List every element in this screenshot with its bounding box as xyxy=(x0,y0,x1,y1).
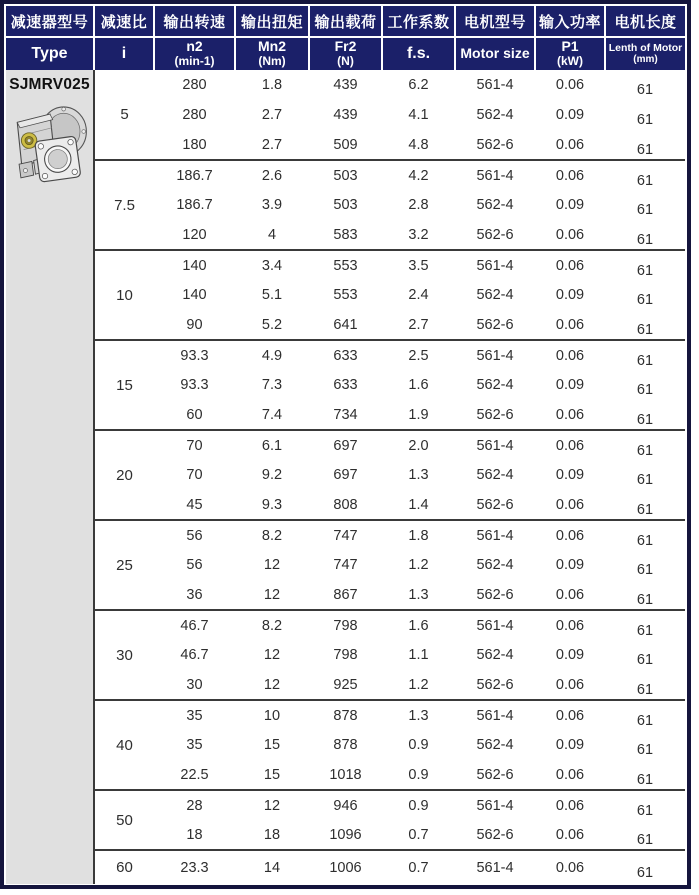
header-service-factor-cn: 工作系数 xyxy=(382,6,455,37)
cell-n2: 23.3 xyxy=(154,850,235,884)
cell-n2: 45 xyxy=(186,496,203,513)
cell-n2: 35 xyxy=(186,737,203,753)
cell-motor-size: 561-4 xyxy=(455,160,535,190)
spec-row xyxy=(6,790,685,820)
cell-fr2: 633 xyxy=(309,340,382,370)
cell-motor-length: 61 xyxy=(636,562,654,578)
header-motor-cn: 电机型号 xyxy=(455,6,535,37)
header-service-factor-en: f.s. xyxy=(382,37,455,70)
cell-fs: 6.2 xyxy=(408,77,429,93)
cell-motor-size: 562-4 xyxy=(476,107,514,123)
cell-motor-size: 561-4 xyxy=(455,790,535,820)
cell-fr2: 583 xyxy=(333,226,358,243)
product-label: SJMRV025 xyxy=(9,76,90,93)
header-motor-length-cn: 电机长度 xyxy=(605,6,685,37)
cell-fs: 1.1 xyxy=(408,647,429,663)
gearbox-product-image xyxy=(10,98,90,194)
spec-row xyxy=(6,520,685,550)
cell-n2: 56 xyxy=(186,557,203,573)
cell-motor-length: 61 xyxy=(636,292,654,308)
cell-motor-length: 61 xyxy=(605,790,685,820)
cell-ratio-i: 10 xyxy=(94,250,154,340)
cell-ratio-i: 60 xyxy=(94,850,154,884)
cell-mn2: 15 xyxy=(263,737,281,753)
cell-p1: 0.06 xyxy=(555,766,585,783)
cell-p1: 0.06 xyxy=(535,700,605,730)
cell-fr2: 734 xyxy=(333,406,358,423)
product-cell xyxy=(6,70,93,198)
gear-reducer-spec-table xyxy=(6,6,685,884)
cell-fs: 4.2 xyxy=(382,160,455,190)
cell-p1: 0.06 xyxy=(555,586,585,603)
cell-mn2: 2.7 xyxy=(261,107,283,123)
cell-fr2: 808 xyxy=(333,496,358,513)
header-torque-en: Mn2 (Nm) xyxy=(235,37,309,70)
cell-motor-length: 61 xyxy=(636,472,654,488)
cell-motor-size: 562-6 xyxy=(476,586,514,603)
table-header xyxy=(6,6,685,70)
cell-fr2: 1006 xyxy=(309,850,382,884)
cell-fs: 1.6 xyxy=(382,610,455,640)
cell-p1: 0.09 xyxy=(555,107,585,123)
cell-motor-size: 562-6 xyxy=(476,136,514,153)
cell-mn2: 7.3 xyxy=(261,377,283,393)
cell-n2: 22.5 xyxy=(180,766,209,783)
cell-motor-length: 61 xyxy=(605,700,685,730)
cell-fs: 1.3 xyxy=(408,467,429,483)
cell-mn2: 12 xyxy=(263,647,281,663)
cell-n2: 18 xyxy=(186,826,203,843)
spec-row xyxy=(6,250,685,280)
cell-ratio-i: 50 xyxy=(94,790,154,850)
spec-row xyxy=(6,340,685,370)
header-power-en: P1 (kW) xyxy=(535,37,605,70)
cell-n2: 280 xyxy=(182,107,207,123)
cell-mn2: 4.9 xyxy=(235,340,309,370)
cell-motor-size: 562-4 xyxy=(476,197,514,213)
cell-mn2: 9.2 xyxy=(261,467,283,483)
cell-p1: 0.09 xyxy=(555,197,585,213)
cell-motor-size: 562-4 xyxy=(476,287,514,303)
cell-n2: 36 xyxy=(186,586,203,603)
cell-fr2: 697 xyxy=(309,430,382,460)
cell-motor-length: 61 xyxy=(605,610,685,640)
cell-fr2: 553 xyxy=(309,250,382,280)
cell-motor-size: 561-4 xyxy=(455,520,535,550)
cell-n2: 120 xyxy=(182,226,207,243)
cell-mn2: 7.4 xyxy=(261,406,283,423)
cell-mn2: 3.4 xyxy=(235,250,309,280)
cell-n2: 70 xyxy=(186,467,203,483)
header-ratio-cn: 减速比 xyxy=(94,6,154,37)
cell-n2: 93.3 xyxy=(180,377,209,393)
cell-fs: 0.9 xyxy=(408,737,429,753)
cell-fs: 4.1 xyxy=(408,107,429,123)
table-body xyxy=(6,70,685,884)
cell-p1: 0.06 xyxy=(555,496,585,513)
cell-motor-size: 562-4 xyxy=(476,737,514,753)
cell-fs: 4.8 xyxy=(408,136,429,153)
cell-motor-size: 561-4 xyxy=(455,430,535,460)
cell-p1: 0.06 xyxy=(535,610,605,640)
cell-p1: 0.09 xyxy=(555,557,585,573)
cell-motor-length: 61 xyxy=(605,250,685,280)
header-type-en: Type xyxy=(6,37,94,70)
cell-motor-length: 61 xyxy=(636,742,654,758)
cell-motor-size: 562-6 xyxy=(476,496,514,513)
cell-motor-length: 61 xyxy=(636,591,654,608)
cell-ratio-i: 25 xyxy=(94,520,154,610)
cell-motor-length: 61 xyxy=(636,231,654,248)
cell-p1: 0.06 xyxy=(535,430,605,460)
cell-mn2: 4 xyxy=(267,226,277,243)
cell-fs: 3.5 xyxy=(382,250,455,280)
cell-fs: 1.3 xyxy=(408,586,429,603)
cell-motor-size: 561-4 xyxy=(476,77,514,93)
header-type-cn: 减速器型号 xyxy=(6,6,94,37)
cell-fr2: 553 xyxy=(333,287,358,303)
cell-motor-length: 61 xyxy=(636,411,654,428)
cell-fr2: 798 xyxy=(333,647,358,663)
cell-mn2: 8.2 xyxy=(235,520,309,550)
cell-n2: 186.7 xyxy=(154,160,235,190)
cell-motor-size: 562-6 xyxy=(476,316,514,333)
cell-n2: 56 xyxy=(154,520,235,550)
cell-motor-length: 61 xyxy=(636,112,654,128)
cell-mn2: 14 xyxy=(235,850,309,884)
cell-motor-size: 561-4 xyxy=(455,850,535,884)
cell-motor-size: 562-6 xyxy=(476,826,514,843)
header-load-cn: 输出载荷 xyxy=(309,6,382,37)
cell-motor-length: 61 xyxy=(605,430,685,460)
header-power-cn: 输入功率 xyxy=(535,6,605,37)
cell-fs: 1.9 xyxy=(408,406,429,423)
cell-mn2: 3.9 xyxy=(261,197,283,213)
cell-fs: 2.8 xyxy=(408,197,429,213)
cell-p1: 0.06 xyxy=(535,790,605,820)
cell-p1: 0.06 xyxy=(535,250,605,280)
cell-mn2: 12 xyxy=(235,790,309,820)
cell-p1: 0.06 xyxy=(555,826,585,843)
cell-mn2: 15 xyxy=(263,766,281,783)
cell-ratio-i: 7.5 xyxy=(94,160,154,250)
cell-motor-size: 562-4 xyxy=(476,377,514,393)
cell-mn2: 12 xyxy=(263,586,281,603)
cell-p1: 0.06 xyxy=(555,136,585,153)
cell-motor-length: 61 xyxy=(636,771,654,788)
cell-motor-length: 61 xyxy=(636,202,654,218)
cell-motor-size: 561-4 xyxy=(455,700,535,730)
cell-mn2: 12 xyxy=(263,557,281,573)
cell-mn2: 12 xyxy=(263,676,281,693)
cell-fs: 2.0 xyxy=(382,430,455,460)
cell-motor-length: 61 xyxy=(636,501,654,518)
cell-fs: 0.7 xyxy=(408,826,429,843)
cell-motor-size: 562-4 xyxy=(476,647,514,663)
cell-mn2: 2.7 xyxy=(261,136,283,153)
cell-motor-length: 61 xyxy=(605,850,685,884)
cell-fs: 1.2 xyxy=(408,557,429,573)
cell-motor-size: 562-6 xyxy=(476,766,514,783)
cell-fr2: 747 xyxy=(333,557,358,573)
cell-motor-size: 562-6 xyxy=(476,676,514,693)
cell-p1: 0.09 xyxy=(555,377,585,393)
cell-p1: 0.06 xyxy=(535,850,605,884)
cell-p1: 0.06 xyxy=(555,226,585,243)
cell-motor-length: 61 xyxy=(636,321,654,338)
cell-ratio-i: 20 xyxy=(94,430,154,520)
spec-row xyxy=(6,850,685,884)
cell-mn2: 8.2 xyxy=(235,610,309,640)
spec-row xyxy=(6,610,685,640)
cell-p1: 0.09 xyxy=(555,467,585,483)
cell-fs: 0.9 xyxy=(382,790,455,820)
cell-motor-size: 561-4 xyxy=(455,610,535,640)
cell-fs: 0.7 xyxy=(382,850,455,884)
cell-motor-length: 61 xyxy=(605,340,685,370)
cell-mn2: 10 xyxy=(235,700,309,730)
cell-motor-length: 61 xyxy=(636,382,654,398)
cell-fr2: 503 xyxy=(333,197,358,213)
cell-fs: 3.2 xyxy=(408,226,429,243)
cell-fr2: 878 xyxy=(309,700,382,730)
cell-n2: 46.7 xyxy=(154,610,235,640)
cell-mn2: 5.1 xyxy=(261,287,283,303)
cell-fr2: 641 xyxy=(333,316,358,333)
cell-n2: 35 xyxy=(154,700,235,730)
cell-mn2: 9.3 xyxy=(261,496,283,513)
cell-fs: 1.2 xyxy=(408,676,429,693)
cell-motor-length: 61 xyxy=(636,681,654,698)
cell-n2: 180 xyxy=(182,136,207,153)
cell-fs: 0.9 xyxy=(408,766,429,783)
cell-n2: 30 xyxy=(186,676,203,693)
cell-motor-length: 61 xyxy=(636,831,654,848)
cell-motor-length: 61 xyxy=(636,141,654,158)
cell-mn2: 1.8 xyxy=(261,77,283,93)
cell-motor-size: 561-4 xyxy=(455,340,535,370)
cell-p1: 0.06 xyxy=(535,520,605,550)
cell-fr2: 439 xyxy=(333,77,358,93)
cell-mn2: 18 xyxy=(263,826,281,843)
cell-mn2: 5.2 xyxy=(261,316,283,333)
spec-row xyxy=(6,430,685,460)
cell-motor-size: 561-4 xyxy=(455,250,535,280)
cell-n2: 140 xyxy=(182,287,207,303)
cell-fs: 2.4 xyxy=(408,287,429,303)
cell-fr2: 697 xyxy=(333,467,358,483)
type-cell xyxy=(6,70,94,884)
cell-n2: 46.7 xyxy=(180,647,209,663)
header-speed-en: n2 (min-1) xyxy=(154,37,235,70)
cell-motor-length: 61 xyxy=(605,520,685,550)
cell-fr2: 798 xyxy=(309,610,382,640)
cell-p1: 0.06 xyxy=(555,676,585,693)
cell-fs: 1.8 xyxy=(382,520,455,550)
cell-p1: 0.09 xyxy=(555,287,585,303)
cell-fr2: 946 xyxy=(309,790,382,820)
cell-fr2: 925 xyxy=(333,676,358,693)
cell-n2: 280 xyxy=(182,77,207,93)
cell-fr2: 633 xyxy=(333,377,358,393)
cell-p1: 0.09 xyxy=(555,737,585,753)
cell-motor-size: 562-4 xyxy=(476,557,514,573)
cell-p1: 0.06 xyxy=(555,316,585,333)
cell-fr2: 1018 xyxy=(329,766,362,783)
header-motor-length-en: Lenth of Motor (mm) xyxy=(605,37,685,70)
cell-fr2: 867 xyxy=(333,586,358,603)
cell-n2: 70 xyxy=(154,430,235,460)
cell-fr2: 747 xyxy=(309,520,382,550)
header-load-en: Fr2 (N) xyxy=(309,37,382,70)
cell-fr2: 503 xyxy=(309,160,382,190)
spec-row xyxy=(6,70,685,100)
cell-p1: 0.06 xyxy=(535,160,605,190)
cell-fr2: 509 xyxy=(333,136,358,153)
cell-ratio-i: 40 xyxy=(94,700,154,790)
cell-fr2: 439 xyxy=(333,107,358,123)
cell-n2: 28 xyxy=(154,790,235,820)
header-torque-cn: 输出扭矩 xyxy=(235,6,309,37)
cell-p1: 0.09 xyxy=(555,647,585,663)
cell-fr2: 1096 xyxy=(329,826,362,843)
cell-n2: 140 xyxy=(154,250,235,280)
cell-mn2: 6.1 xyxy=(235,430,309,460)
cell-fs: 2.7 xyxy=(408,316,429,333)
cell-motor-length: 61 xyxy=(636,82,654,98)
cell-n2: 186.7 xyxy=(176,197,213,213)
cell-motor-length: 61 xyxy=(636,652,654,668)
header-speed-cn: 输出转速 xyxy=(154,6,235,37)
cell-fs: 1.4 xyxy=(408,496,429,513)
cell-p1: 0.06 xyxy=(555,406,585,423)
header-row-english xyxy=(6,37,685,70)
cell-mn2: 2.6 xyxy=(235,160,309,190)
cell-motor-length: 61 xyxy=(605,160,685,190)
cell-fs: 1.6 xyxy=(408,377,429,393)
cell-fs: 2.5 xyxy=(382,340,455,370)
cell-ratio-i: 5 xyxy=(120,106,129,123)
cell-n2: 93.3 xyxy=(154,340,235,370)
cell-motor-size: 562-6 xyxy=(476,226,514,243)
cell-motor-size: 562-4 xyxy=(476,467,514,483)
cell-fr2: 878 xyxy=(333,737,358,753)
header-row-chinese xyxy=(6,6,685,37)
cell-p1: 0.06 xyxy=(535,340,605,370)
cell-p1: 0.06 xyxy=(555,77,585,93)
header-ratio-en: i xyxy=(94,37,154,70)
header-motor-en: Motor size xyxy=(455,37,535,70)
cell-ratio-i: 30 xyxy=(94,610,154,700)
cell-ratio-i: 15 xyxy=(94,340,154,430)
cell-n2: 60 xyxy=(186,406,203,423)
cell-motor-size: 562-6 xyxy=(476,406,514,423)
spec-row xyxy=(6,700,685,730)
cell-n2: 90 xyxy=(186,316,203,333)
cell-fs: 1.3 xyxy=(382,700,455,730)
spec-row xyxy=(6,160,685,190)
